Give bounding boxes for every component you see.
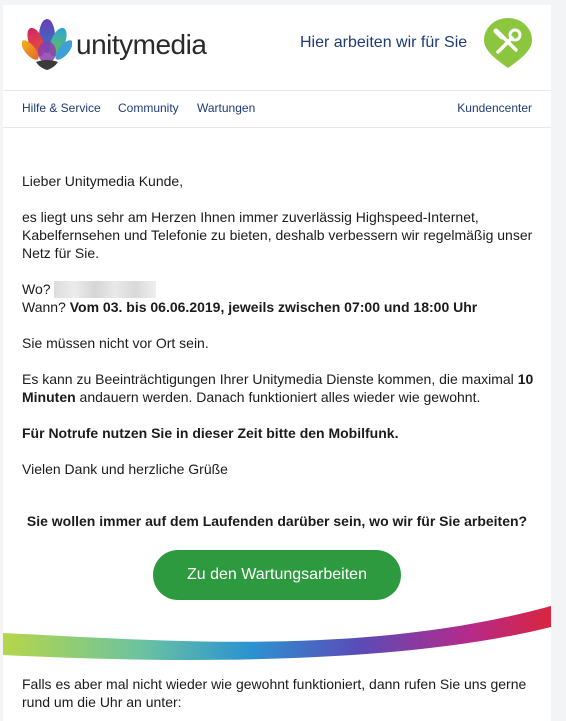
- nav-link-wartungen[interactable]: Wartungen: [197, 101, 256, 115]
- greeting: Lieber Unitymedia Kunde,: [22, 173, 184, 189]
- wartungsarbeiten-button[interactable]: Zu den Wartungsarbeiten: [153, 550, 401, 600]
- emergency-text: Für Notrufe nutzen Sie in dieser Zeit bitte den Mobilfunk.: [22, 425, 399, 441]
- unitymedia-logo[interactable]: [22, 18, 72, 74]
- email-body: [22, 172, 534, 496]
- no-presence-note: Sie müssen nicht vor Ort sein.: [22, 335, 209, 351]
- redacted-address: [54, 281, 156, 298]
- nav-link-community[interactable]: Community: [118, 101, 179, 115]
- cta-question: Sie wollen immer auf dem Laufenden darüber sein, wo wir für Sie arbeiten?: [26, 513, 528, 529]
- nav-link-hilfe-service[interactable]: Hilfe & Service: [22, 101, 101, 115]
- email-header: [3, 5, 551, 91]
- when-value: Vom 03. bis 06.06.2019, jeweils zwischen 07:00 und 18:00 Uhr: [69, 299, 478, 315]
- header-tagline[interactable]: Hier arbeiten wir für Sie: [300, 34, 468, 51]
- nav-link-kundencenter[interactable]: Kundencenter: [457, 101, 532, 115]
- location-time-block: [22, 280, 534, 316]
- intro-paragraph: es liegt uns sehr am Herzen Ihnen immer zuverlässig Highspeed-Internet, Kabelfernsehen und Telefonie zu bieten, deshalb verbessern wir regelmäßig unser Netz für Sie.: [22, 209, 533, 261]
- impact-paragraph: [22, 370, 534, 406]
- email-card: [3, 5, 551, 721]
- brand-wave-divider: [3, 600, 551, 660]
- tools-icon[interactable]: [482, 18, 534, 70]
- nav-bar: [3, 91, 551, 128]
- emergency-note: [22, 424, 534, 442]
- impact-duration: 10 Minuten: [22, 371, 534, 405]
- where-label: Wo?: [22, 281, 51, 297]
- footer-text: Falls es aber mal nicht wieder wie gewohnt funktioniert, dann rufen Sie uns gerne rund um die Uhr an unter:: [22, 676, 527, 710]
- brand-wordmark: unitymedia: [76, 29, 207, 60]
- impact-text-post: andauern werden. Danach funktioniert alles wieder wie gewohnt.: [79, 389, 481, 405]
- closing: Vielen Dank und herzliche Grüße: [22, 461, 228, 477]
- impact-text-pre: Es kann zu Beeinträchtigungen Ihrer Unitymedia Dienste kommen, die maximal: [22, 371, 514, 387]
- when-label: Wann?: [22, 299, 66, 315]
